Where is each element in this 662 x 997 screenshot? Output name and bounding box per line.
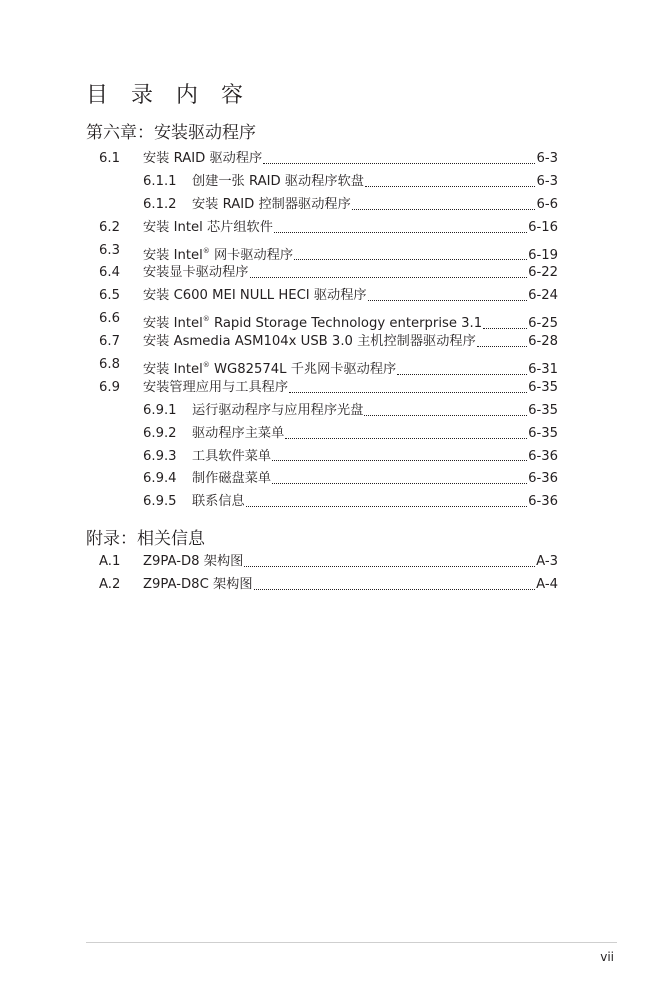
toc-entry-page: 6-3: [536, 151, 558, 166]
toc-entry[interactable]: [86, 217, 558, 240]
toc-entry-page: 6-16: [528, 219, 558, 235]
toc-entry[interactable]: [86, 491, 558, 514]
toc-entry-page: 6-31: [528, 362, 558, 378]
chapter-6-heading: 第六章：安装驱动程序: [86, 123, 256, 143]
toc-entry-title: 联系信息: [192, 494, 245, 510]
toc-entry-page: 6-35: [528, 379, 558, 395]
toc-entry-title: 制作磁盘菜单: [192, 471, 272, 487]
toc-entry-number: 6.8: [99, 357, 120, 373]
toc-entry[interactable]: [86, 331, 558, 354]
dot-leader: [246, 505, 527, 507]
dot-leader: [294, 258, 527, 260]
toc-entry-page: 6-6: [536, 196, 558, 212]
toc-entry-title: Z9PA-D8C 架构图: [143, 576, 253, 592]
toc-entry-number: 6.1.2: [143, 196, 177, 212]
toc-entry-title-part: WG82574L 千兆网卡驱动程序: [209, 362, 397, 378]
toc-entry-page: A-3: [536, 554, 558, 569]
toc-entry-title: 安装 C600 MEI NULL HECI 驱动程序: [143, 288, 367, 304]
toc-entry-title-part: 安装 Intel: [143, 247, 203, 263]
page-number: vii: [600, 950, 614, 964]
dot-leader: [272, 459, 527, 461]
dot-leader: [397, 373, 527, 375]
dot-leader: [272, 482, 527, 484]
toc-entry[interactable]: [86, 423, 558, 446]
toc-entry[interactable]: [86, 262, 558, 285]
dot-leader: [477, 345, 527, 347]
toc-entry-title: 安装 RAID 控制器驱动程序: [192, 196, 351, 212]
toc-entry-page: 6-22: [528, 265, 558, 281]
registered-mark: ®: [202, 315, 210, 324]
toc-entry-number: 6.2: [99, 219, 120, 235]
toc-entry[interactable]: [86, 377, 558, 400]
toc-entry-number: 6.9.5: [143, 494, 177, 510]
toc-entry[interactable]: [86, 574, 558, 597]
toc-entry[interactable]: [86, 551, 558, 574]
toc-entry-page: 6-35: [528, 425, 558, 441]
toc-entry-title-part: Rapid Storage Technology enterprise 3.1: [209, 316, 483, 332]
dot-leader: [244, 565, 535, 567]
toc-entry-title: 工具软件菜单: [192, 448, 272, 464]
toc-entry-number: 6.4: [99, 265, 120, 281]
toc-entry[interactable]: [86, 400, 558, 423]
toc-entry-number: A.1: [99, 554, 121, 569]
toc-entry[interactable]: [86, 194, 558, 217]
toc-entry-title: 安装 Asmedia ASM104x USB 3.0 主机控制器驱动程序: [143, 334, 476, 350]
toc-entry-number: 6.9.2: [143, 425, 177, 441]
dot-leader: [364, 414, 527, 416]
toc-entry-title: 安装显卡驱动程序: [143, 265, 249, 281]
dot-leader: [289, 391, 527, 393]
toc-entry-page: A-4: [536, 576, 558, 592]
toc-entry-title: 安装管理应用与工具程序: [143, 379, 289, 395]
toc-entry-title: Z9PA-D8 架构图: [143, 554, 244, 569]
appendix-toc: [86, 551, 558, 597]
toc-entry-number: 6.9.3: [143, 448, 177, 464]
toc-entry-page: 6-28: [528, 334, 558, 350]
toc-entry[interactable]: [86, 285, 558, 308]
toc-entry[interactable]: [86, 354, 558, 377]
toc-entry-number: 6.3: [99, 242, 120, 258]
toc-entry[interactable]: [86, 446, 558, 469]
toc-entry-number: 6.7: [99, 334, 120, 350]
dot-leader: [365, 185, 536, 187]
toc-entry-title-part: 安装 Intel: [143, 316, 203, 332]
toc-entry-page: 6-25: [528, 316, 558, 332]
toc-entry-number: 6.9.1: [143, 402, 177, 418]
dot-leader: [483, 327, 527, 329]
dot-leader: [274, 231, 527, 233]
dot-leader: [254, 588, 536, 590]
toc-entry-page: 6-24: [528, 288, 558, 304]
toc-entry-number: 6.9: [99, 379, 120, 395]
toc-entry-number: 6.9.4: [143, 471, 177, 487]
toc-entry-title-part: 网卡驱动程序: [209, 247, 294, 263]
toc-entry-title: 驱动程序主菜单: [192, 425, 285, 441]
dot-leader: [263, 162, 535, 164]
registered-mark: ®: [202, 361, 210, 370]
toc-entry-number: 6.1.1: [143, 173, 177, 189]
toc-entry-title-part: 安装 Intel: [143, 362, 203, 378]
toc-entry-page: 6-36: [528, 471, 558, 487]
registered-mark: ®: [202, 246, 210, 255]
toc-entry-title: 安装 RAID 驱动程序: [143, 151, 263, 166]
toc-entry-number: A.2: [99, 576, 121, 592]
toc-entry-number: 6.5: [99, 288, 120, 304]
dot-leader: [368, 299, 527, 301]
toc-entry-page: 6-36: [528, 448, 558, 464]
page-title: 目 录 内 容: [86, 83, 251, 108]
dot-leader: [250, 276, 528, 278]
toc-entry[interactable]: [86, 468, 558, 491]
toc-entry-title: 创建一张 RAID 驱动程序软盘: [192, 173, 364, 189]
chapter-6-toc: [86, 148, 558, 514]
toc-entry[interactable]: [86, 308, 558, 331]
toc-entry-number: 6.6: [99, 311, 120, 327]
dot-leader: [285, 437, 527, 439]
toc-entry[interactable]: [86, 148, 558, 171]
toc-entry-page: 6-3: [536, 173, 558, 189]
appendix-heading: 附录：相关信息: [86, 529, 205, 549]
toc-entry[interactable]: [86, 240, 558, 263]
toc-entry-page: 6-19: [528, 247, 558, 263]
toc-entry-number: 6.1: [99, 151, 120, 166]
toc-entry-page: 6-36: [528, 494, 558, 510]
dot-leader: [352, 208, 536, 210]
toc-entry-page: 6-35: [528, 402, 558, 418]
toc-entry-title: 安装 Intel 芯片组软件: [143, 219, 273, 235]
footer-divider: [86, 942, 617, 943]
toc-entry-title: 运行驱动程序与应用程序光盘: [192, 402, 364, 418]
toc-entry[interactable]: [86, 171, 558, 194]
